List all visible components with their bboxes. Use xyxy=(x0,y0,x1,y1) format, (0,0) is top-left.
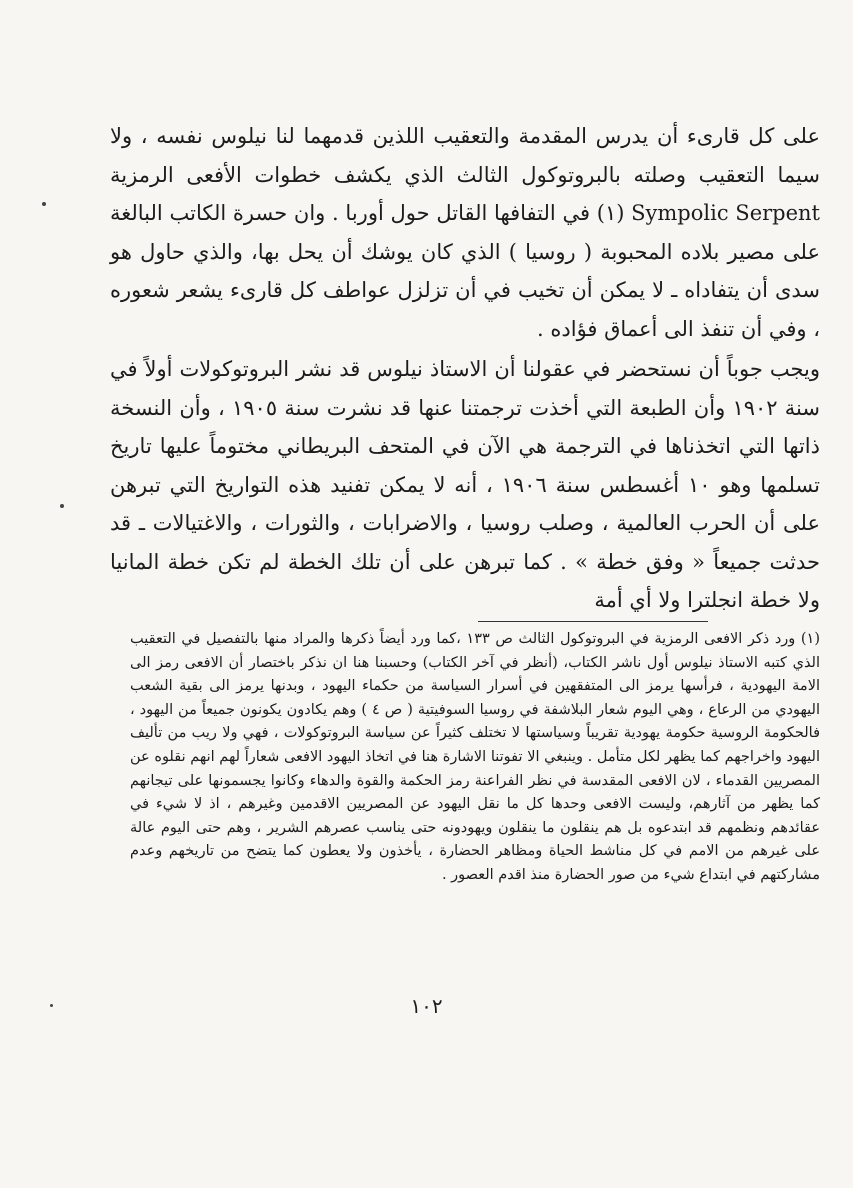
margin-mark xyxy=(50,1004,53,1007)
margin-mark xyxy=(60,504,64,508)
page-number: ١٠٢ xyxy=(410,994,443,1018)
body-paragraph: على كل قارىء أن يدرس المقدمة والتعقيب اللذين قدمهما لنا نيلوس نفسه ، ولا سيما التعقيب وصلته بالبروتوكول الثالث الذي يكشف خطوات الأفعى الرمزية Sympolic Serpent (١) في التفافها القاتل حول أوربا . وان حسرة الكاتب البالغة على مصير بلاده المحبوبة ( روسيا ) الذي كان يوشك أن يحل بها، والذي حاول هو سدى أن يتفاداه ـ لا يمكن أن تخيب في أن تزلزل عواطف كل قارىء يشعر شعوره ، وفي أن تنفذ الى أعماق فؤاده . xyxy=(110,124,820,341)
footnote: (١) ورد ذكر الافعى الرمزية في البروتوكول الثالث ص ١٣٣ ،كما ورد أيضاً ذكرها والمراد منها بالتفصيل في التعقيب الذي كتبه الاستاذ نيلوس أول ناشر الكتاب، (أنظر في آخر الكتاب) وحسبنا هنا ان نذكر باختصار أن الافعى رمز الى الامة اليهودية ، فرأسها يرمز الى المتفقهين في أسرار السياسة من حكماء اليهود ، وبدنها يرمز الى بقية الشعب اليهودي من الرعاع ، وهي اليوم شعار البلاشفة في روسيا السوفيتية ( ص ٤ ) وهم يكادون يكونون جميعاً من اليهود ، فالحكومة الروسية حكومة يهودية تقريباً وسياستها لا تختلف كثيراً عن سياسة البروتوكولات ، فهي ولا ريب من تأليف اليهود واخراجهم كما يظهر لكل متأمل . وينبغي الا تفوتنا الاشارة هنا في اتخاذ اليهود الافعى شعاراً لهم انهم نقلوه عن المصريين القدماء ، لان الافعى المقدسة في نظر الفراعنة رمز الحكمة والقوة والدهاء وكانوا يجسمونها على تيجانهم كما يظهر من آثارهم، وليست الافعى وحدها كل ما نقل اليهود عن المصريين الاقدمين وغيرهم ، اذ لا شيء في عقائدهم ونظمهم قد ابتدعوه بل هم ينقلون ما ينقلون ويهودونه حتى يناسب عصرهم الشرير ، وهم حتى اليوم عالة على غيرهم من الامم في كل مناشط الحياة ومظاهر الحضارة ، يأخذون ولا يعطون كما يتضح من تاريخهم وعدم مشاركتهم في ابتداع شيء من صور الحضارة منذ اقدم العصور . xyxy=(130,631,820,883)
footnote-divider xyxy=(478,621,708,622)
body-paragraph: ويجب جوباً أن نستحضر في عقولنا أن الاستاذ نيلوس قد نشر البروتوكولات أولاً في سنة ١٩٠٢ وأن الطبعة التي أخذت ترجمتنا عنها قد نشرت سنة ١٩٠٥ ، وأن النسخة ذاتها التي اتخذناها في الترجمة هي الآن في المتحف البريطاني مختوماً عليها تاريخ تسلمها وهو ١٠ أغسطس سنة ١٩٠٦ ، أنه لا يمكن تفنيد هذه التواريخ التي تبرهن على أن الحرب العالمية ، وصلب روسيا ، والاضرابات ، والثورات ، والاغتيالات ـ قد حدثت جميعاً « وفق خطة » . كما تبرهن على أن تلك الخطة لم تكن خطة المانيا ولا خطة انجلترا ولا أي أمة xyxy=(110,357,820,612)
margin-mark xyxy=(42,202,46,206)
